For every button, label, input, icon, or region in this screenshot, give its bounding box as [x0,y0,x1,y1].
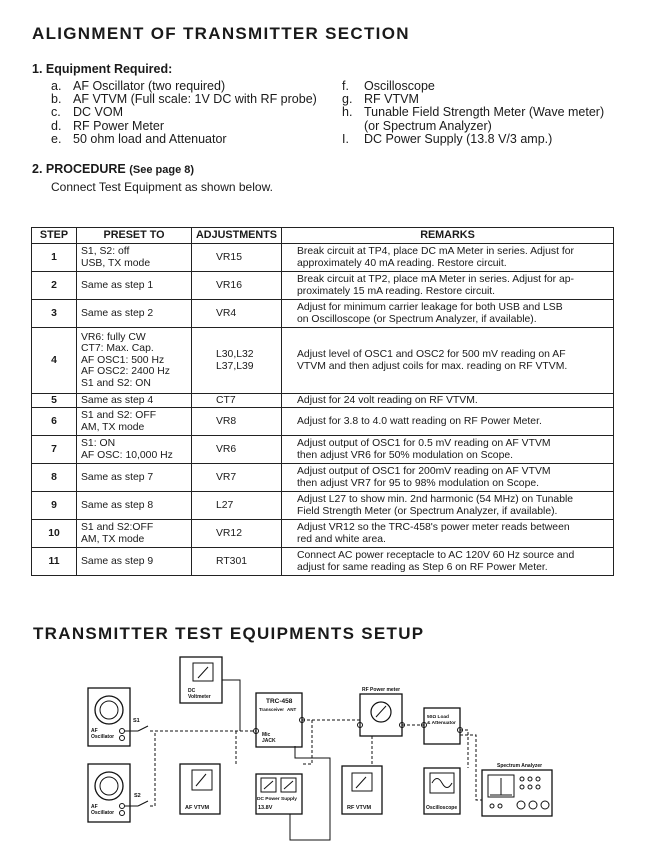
trc458-transceiver [256,693,302,747]
voltage-label: 13.8V [258,805,273,811]
preset-line: Same as step 9 [81,555,154,567]
preset-cell [77,408,192,436]
step-cell: 5 [32,394,77,408]
preset-cell [77,328,192,394]
table-row [32,408,614,436]
equipment-item: g. RF VTVM [342,92,419,107]
preset-line: Same as step 7 [81,471,154,483]
table-row [32,272,614,300]
test-setup-diagram [0,645,650,860]
adjustment-cell [192,492,282,520]
preset-line: USB, TX mode [81,257,151,269]
remarks-line: Adjust output of OSC1 for 200mV reading on AF VTVM [296,465,551,477]
preset-cell [77,272,192,300]
jack-label: JACK [262,738,276,744]
af-osc1-label: Oscillator [91,734,115,740]
adjustment-line: L27 [216,499,234,511]
preset-line: S1 and S2: OFF [81,409,157,421]
ant-label: ANT [287,707,297,712]
equipment-item: a. AF Oscillator (two required) [51,79,226,93]
preset-cell [77,394,192,408]
preset-line: S1: ON [81,437,116,449]
remarks-cell [281,408,613,436]
adjustment-cell [192,464,282,492]
remarks-line: Adjust output of OSC1 for 0.5 mV reading on AF VTVM [296,437,551,449]
preset-cell [77,300,192,328]
remarks-cell [281,436,613,464]
remarks-cell [281,492,613,520]
preset-line: VR6: fully CW [81,331,146,343]
adjustment-cell [192,272,282,300]
header-remarks: REMARKS [281,228,613,244]
preset-line: AF OSC2: 2400 Hz [81,366,170,378]
procedure-instruction: Connect Test Equipment as shown below. [51,180,273,194]
adjustment-line: VR7 [216,471,237,483]
equipment-item: d. RF Power Meter [51,118,164,133]
table-row [32,394,614,408]
preset-line: S1, S2: off [81,245,130,257]
dc-power-label: DC Power Supply [257,797,297,802]
table-row [32,492,614,520]
preset-cell [77,548,192,576]
equipment-list-right [342,80,604,146]
table-row [32,520,614,548]
preset-line: Same as step 4 [81,394,154,406]
rf-power-meter-label: RF Power meter [362,687,401,693]
table-row [32,244,614,272]
trc-label: TRC-458 [266,698,293,705]
adjustment-cell [192,300,282,328]
equipment-item: (or Spectrum Analyzer) [364,118,492,133]
af-osc2-label: Oscillator [91,810,115,816]
header-adjustments: ADJUSTMENTS [192,228,282,244]
switch-s2-label: S2 [134,793,141,799]
adjustment-cell [192,436,282,464]
equipment-heading: 1. Equipment Required: [32,62,173,76]
remarks-line: Break circuit at TP2, place mA Meter in series. Adjust for ap- [296,273,574,285]
remarks-line: Connect AC power receptacle to AC 120V 60 Hz source and [296,549,575,561]
remarks-line: adjust for same reading as Step 6 on RF Power Meter. [296,561,548,573]
equipment-item: I. DC Power Supply (13.8 V/3 amp.) [342,131,553,146]
remarks-line: Adjust for 24 volt reading on RF VTVM. [296,394,478,406]
rf-vtvm-label: RF VTVM [347,805,372,811]
alignment-table [31,227,614,576]
equipment-item: f. Oscilloscope [342,79,435,93]
table-row [32,464,614,492]
spectrum-analyzer [482,763,552,816]
remarks-line: then adjust VR6 for 50% modulation on Scope. [296,449,514,461]
remarks-line: Field Strength Meter (or Spectrum Analyzer, if available). [296,505,558,517]
adjustment-line: VR12 [216,527,242,539]
step-cell: 3 [32,300,77,328]
af-oscillator-2 [88,764,130,822]
table-row [32,300,614,328]
preset-cell [77,520,192,548]
adjustment-cell [192,244,282,272]
preset-cell [77,436,192,464]
table-row [32,328,614,394]
header-preset: PRESET TO [77,228,192,244]
af-oscillator-1 [88,688,130,746]
page-reference: (See page 8) [129,164,195,176]
preset-line: Same as step 8 [81,499,154,511]
remarks-line: Adjust VR12 so the TRC-458's power meter reads between [296,521,570,533]
adjustment-cell [192,328,282,394]
page-title: ALIGNMENT OF TRANSMITTER SECTION [32,24,410,43]
remarks-cell [281,394,613,408]
preset-cell [77,464,192,492]
dc-voltmeter-label: DC [188,688,196,694]
step-cell: 4 [32,328,77,394]
step-cell: 11 [32,548,77,576]
preset-line: Same as step 1 [81,279,154,291]
dc-voltmeter [180,657,222,703]
preset-line: S1 and S2: ON [81,377,151,389]
step-cell: 1 [32,244,77,272]
remarks-cell [281,520,613,548]
dc-power-supply [256,774,302,814]
remarks-cell [281,300,613,328]
remarks-cell [281,328,613,394]
af-vtvm-label: AF VTVM [185,805,210,811]
remarks-line: Break circuit at TP4, place DC mA Meter in series. Adjust for [296,245,574,257]
adjustment-cell [192,408,282,436]
equipment-item: c. DC VOM [51,105,123,120]
mic-label: Mic [262,732,271,738]
oscilloscope [424,768,460,814]
cables [125,680,482,840]
dc-voltmeter-label: Voltmeter [188,694,211,700]
remarks-line: on Oscilloscope (or Spectrum Analyzer, if available). [296,313,537,325]
switch-s1-label: S1 [133,718,140,724]
preset-line: Same as step 2 [81,307,154,319]
rf-power-meter [360,687,402,736]
oscilloscope-label: Oscilloscope [426,805,458,811]
setup-title: TRANSMITTER TEST EQUIPMENTS SETUP [33,624,425,643]
attenuator-label: & Attenuator [427,721,456,726]
spectrum-label: Spectrum Analyzer [497,763,543,769]
adjustment-line: RT301 [216,555,247,567]
equipment-item: b. AF VTVM (Full scale: 1V DC with RF probe) [51,92,317,107]
preset-line: AM, TX mode [81,533,145,545]
adjustment-line: L37,L39 [216,360,254,372]
preset-cell [77,244,192,272]
adjustment-cell [192,394,282,408]
remarks-line: Adjust for 3.8 to 4.0 watt reading on RF Power Meter. [296,415,542,427]
adjustment-line: VR6 [216,443,237,455]
adjustment-line: VR8 [216,415,237,427]
adjustment-cell [192,548,282,576]
preset-cell [77,492,192,520]
adjustment-line: VR16 [216,279,242,291]
af-osc1-label: AF [91,728,98,734]
equipment-item: e. 50 ohm load and Attenuator [51,131,227,146]
table-row [32,548,614,576]
preset-line: S1 and S2:OFF [81,521,154,533]
transceiver-label: Transceiver [259,707,285,712]
procedure-title: 2. PROCEDURE [32,162,126,176]
step-cell: 9 [32,492,77,520]
adjustment-line: VR15 [216,251,242,263]
rf-vtvm [342,766,382,814]
remarks-cell [281,244,613,272]
procedure-heading [32,162,194,176]
adjustment-line: CT7 [216,394,236,406]
step-cell: 7 [32,436,77,464]
remarks-line: VTVM and then adjust coils for max. reading on RF VTVM. [296,360,568,372]
adjustment-cell [192,520,282,548]
remarks-line: Adjust level of OSC1 and OSC2 for 500 mV reading on AF [296,348,566,360]
load-attenuator [424,708,460,744]
step-cell: 8 [32,464,77,492]
step-cell: 2 [32,272,77,300]
remarks-cell [281,272,613,300]
step-cell: 6 [32,408,77,436]
adjustment-line: L30,L32 [216,348,254,360]
remarks-line: then adjust VR7 for 95 to 98% modulation on Scope. [296,477,540,489]
af-vtvm [180,764,220,814]
load-label: 50Ω Load [427,715,449,720]
table-header-row [32,228,614,244]
remarks-line: proximately 15 mA reading. Restore circuit. [296,285,496,297]
preset-line: AM, TX mode [81,421,145,433]
preset-line: AF OSC1: 500 Hz [81,354,165,366]
preset-line: CT7: Max. Cap. [81,343,154,355]
remarks-line: approximately 40 mA reading. Restore circuit. [296,257,507,269]
remarks-line: red and white area. [296,533,386,545]
remarks-line: Adjust for minimum carrier leakage for both USB and LSB [296,301,563,313]
adjustment-line: VR4 [216,307,237,319]
table-row [32,436,614,464]
equipment-list-left [51,80,317,146]
remarks-cell [281,548,613,576]
preset-line: AF OSC: 10,000 Hz [81,449,173,461]
remarks-cell [281,464,613,492]
af-osc2-label: AF [91,804,98,810]
remarks-line: Adjust L27 to show min. 2nd harmonic (54 MHz) on Tunable [296,493,574,505]
header-step: STEP [32,228,77,244]
step-cell: 10 [32,520,77,548]
equipment-item: h. Tunable Field Strength Meter (Wave meter) [342,105,605,120]
